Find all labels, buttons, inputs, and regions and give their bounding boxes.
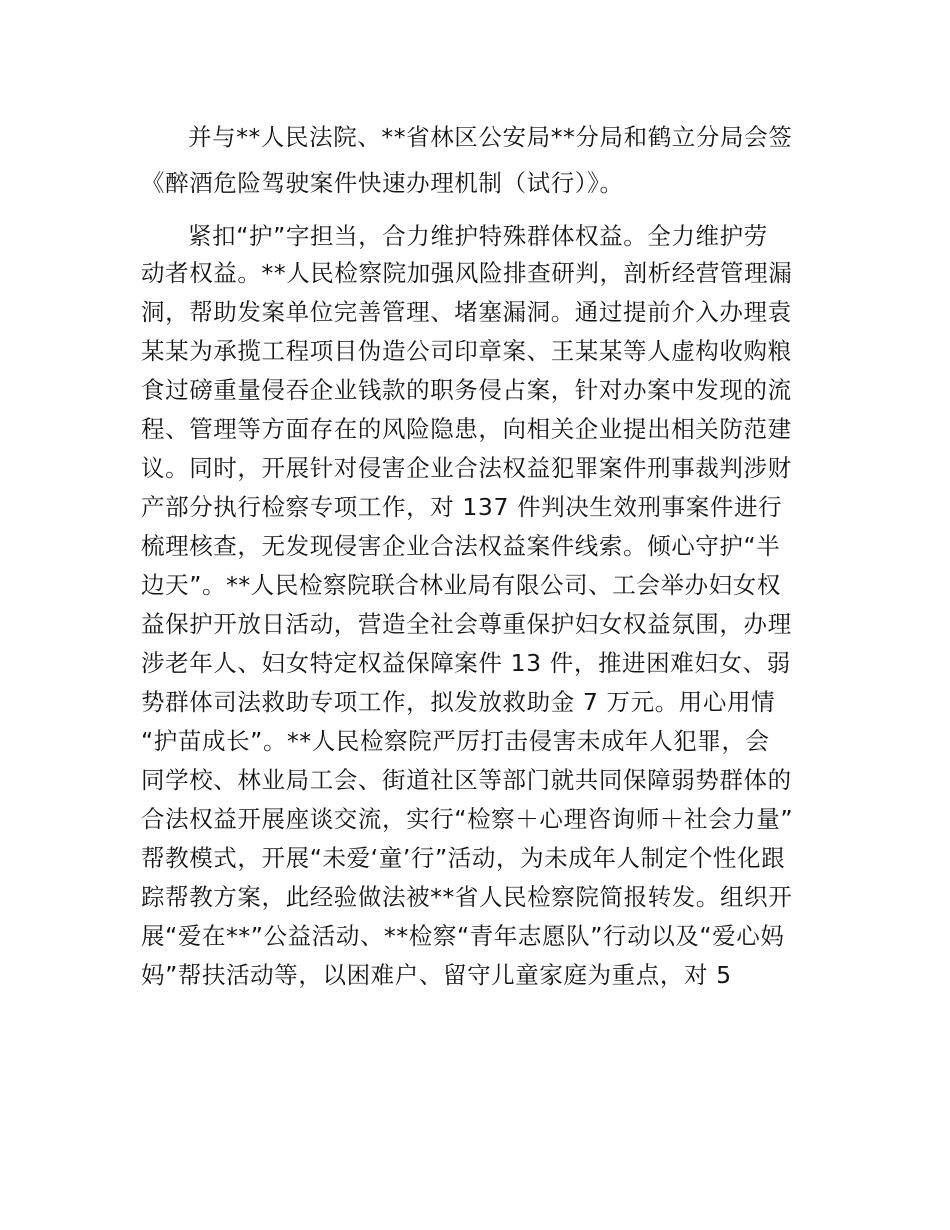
text-line: 产部分执行检察专项工作，对 137 件判决生效刑事案件进行	[141, 493, 783, 521]
text-line: 帮教模式，开展“未爱‘童’行”活动，为未成年人制定个性化跟	[141, 844, 786, 872]
text-line: 踪帮教方案，此经验做法被**省人民检察院简报转发。组织开	[141, 883, 793, 911]
text-line: 涉老年人、妇女特定权益保障案件 13 件，推进困难妇女、弱	[141, 649, 791, 677]
text-line: 动者权益。**人民检察院加强风险排查研判，剖析经营管理漏	[141, 259, 793, 287]
text-line: 合法权益开展座谈交流，实行“检察＋心理咨询师＋社会力量”	[141, 805, 794, 833]
text-line: 妈”帮扶活动等，以困难户、留守儿童家庭为重点，对 5	[141, 961, 732, 989]
text-line: 《醉酒危险驾驶案件快速办理机制（试行）》。	[141, 169, 624, 197]
text-line: 边天”。**人民检察院联合林业局有限公司、工会举办妇女权	[141, 571, 781, 599]
text-line: 紧扣“护”字担当，合力维护特殊群体权益。全力维护劳	[188, 222, 768, 250]
text-line: 并与**人民法院、**省林区公安局**分局和鹤立分局会签	[188, 123, 793, 151]
text-line: 食过磅重量侵吞企业钱款的职务侵占案，针对办案中发现的流	[141, 376, 792, 404]
text-line: 展“爱在**”公益活动、**检察“青年志愿队”行动以及“爱心妈	[141, 922, 785, 950]
text-line: 梳理核查，无发现侵害企业合法权益案件线索。倾心守护“半	[141, 532, 781, 560]
text-line: 益保护开放日活动，营造全社会尊重保护妇女权益氛围，办理	[141, 610, 792, 638]
text-line: 程、管理等方面存在的风险隐患，向相关企业提出相关防范建	[141, 415, 792, 443]
text-line: 某某为承揽工程项目伪造公司印章案、王某某等人虚构收购粮	[141, 337, 792, 365]
text-line: 势群体司法救助专项工作，拟发放救助金 7 万元。用心用情	[141, 688, 776, 716]
text-line: 议。同时，开展针对侵害企业合法权益犯罪案件刑事裁判涉财	[141, 454, 792, 482]
text-line: 洞，帮助发案单位完善管理、堵塞漏洞。通过提前介入办理袁	[141, 298, 792, 326]
text-line: “护苗成长”。**人民检察院严厉打击侵害未成年人犯罪，会	[141, 727, 770, 755]
text-line: 同学校、林业局工会、街道社区等部门就共同保障弱势群体的	[141, 766, 792, 794]
